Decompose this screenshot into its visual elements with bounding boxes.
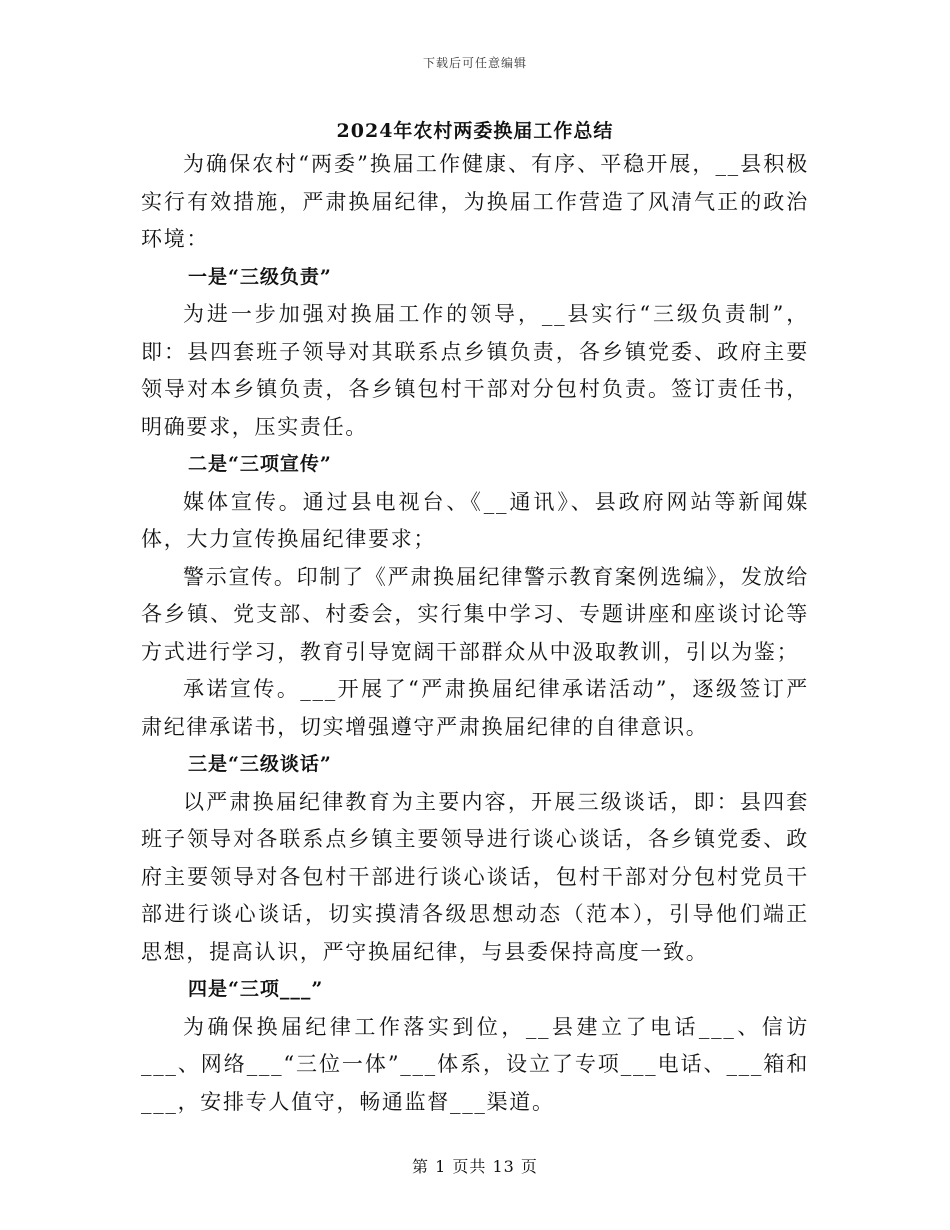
header-note: 下载后可任意编辑 [422, 56, 527, 70]
paragraph-media: 媒体宣传。通过县电视台、《__通讯》、县政府网站等新闻媒体，大力宣传换届纪律要求； [141, 489, 809, 551]
page-title: 2024年农村两委换届工作总结 [336, 120, 614, 142]
section-heading-2: 二是“三项宣传” [188, 453, 332, 475]
paragraph-supervision: 为确保换届纪律工作落实到位，__县建立了电话___、信访___、网络___“三位一体”___体系，设立了专项___电话、___箱和___，安排专人值守，畅通监督___渠道。 [141, 1014, 809, 1114]
paragraph-pledge: 承诺宣传。___开展了“严肃换届纪律承诺活动”，逐级签订严肃纪律承诺书，切实增强遵守严肃换届纪律的自律意识。 [141, 677, 809, 739]
document-body [141, 146, 809, 1121]
paragraph-talks: 以严肃换届纪律教育为主要内容，开展三级谈话，即：县四套班子领导对各联系点乡镇主要领导进行谈心谈话，各乡镇党委、政府主要领导对各包村干部进行谈心谈话，包村干部对分包村党员干部进行谈心谈话，切实摸清各级思想动态（范本），引导他们端正思想，提高认识，严守换届纪律，与县委保持高度一致。 [141, 789, 809, 964]
section-heading-3: 三是“三级谈话” [188, 753, 332, 775]
paragraph-intro: 为确保农村“两委”换届工作健康、有序、平稳开展，__县积极实行有效措施，严肃换届纪律，为换届工作营造了风清气正的政治环境： [141, 152, 809, 251]
paragraph-warning: 警示宣传。印制了《严肃换届纪律警示教育案例选编》，发放给各乡镇、党支部、村委会，实行集中学习、专题讲座和座谈讨论等方式进行学习，教育引导宽阔干部群众从中汲取教训，引以为鉴； [141, 564, 809, 664]
paragraph-responsibility: 为进一步加强对换届工作的领导，__县实行“三级负责制”，即：县四套班子领导对其联系点乡镇负责，各乡镇党委、政府主要领导对本乡镇负责，各乡镇包村干部对分包村负责。签订责任书，明确要求，压实责任。 [141, 302, 809, 439]
section-heading-4: 四是“三项___” [188, 978, 324, 1000]
page-footer: 第 1 页共 13 页 [412, 1157, 538, 1176]
section-heading-1: 一是“三级负责” [188, 265, 332, 288]
